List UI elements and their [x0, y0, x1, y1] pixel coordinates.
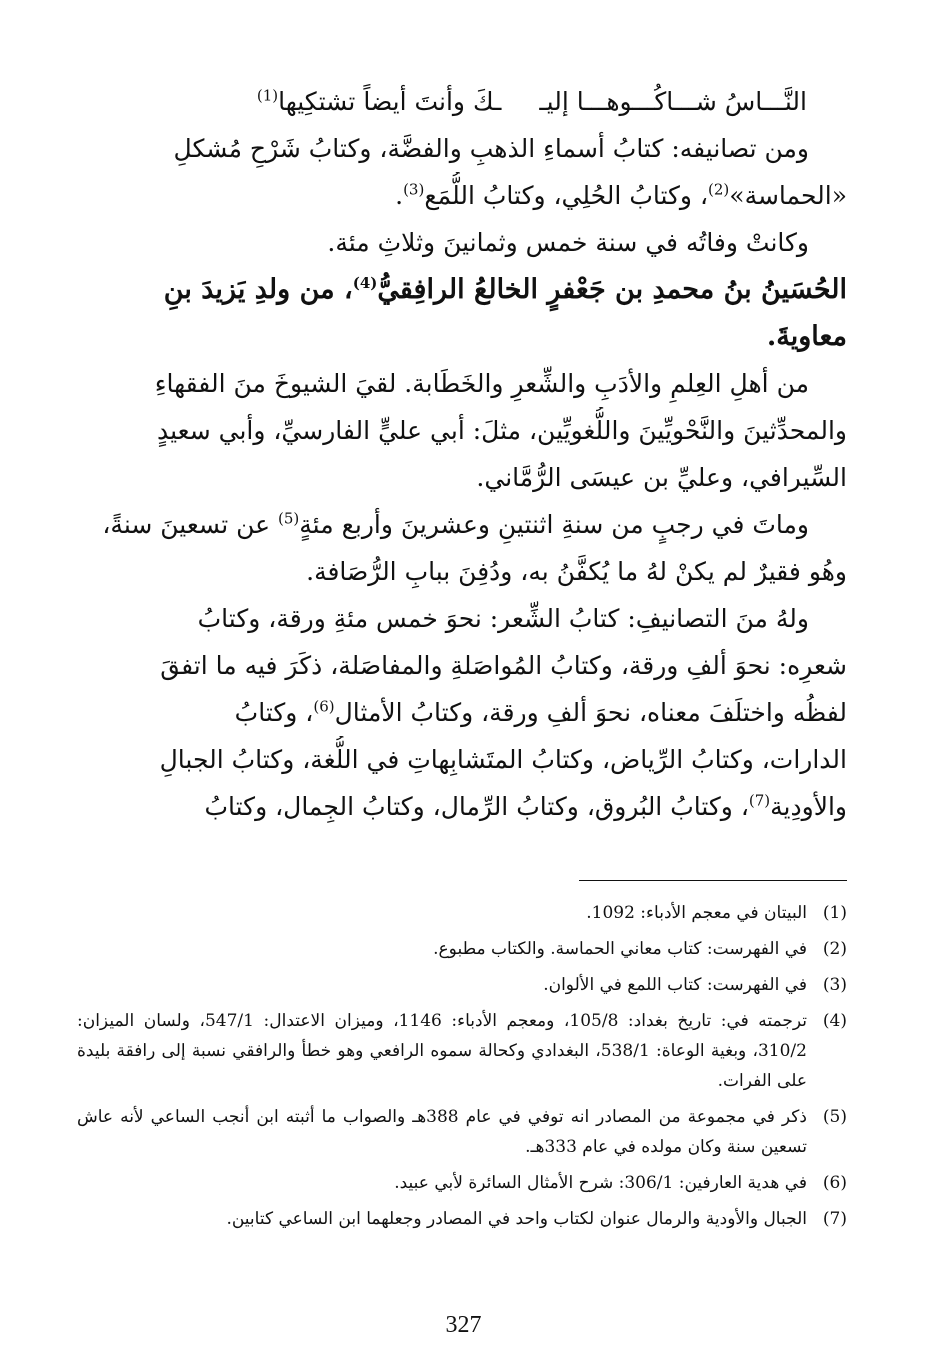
poem-verse — [77, 78, 847, 125]
verse-hemistich-right: النَّـــاسُ شـــاكُـــوهـــا إليـ — [539, 87, 807, 116]
footnote-number: (1) — [822, 903, 847, 923]
footnote-number: (7) — [822, 1209, 847, 1229]
footnote-ref: (2) — [708, 180, 730, 199]
paragraph-line: ولهُ منَ التصانيفِ: كتابُ الشِّعر: نحوَ خمس مئةِ ورقة، وكتابُ — [197, 604, 809, 633]
footnote-item — [77, 898, 847, 928]
footnote-item — [77, 1168, 847, 1198]
footnote-number: (6) — [822, 1173, 847, 1193]
paragraph-line: والأودِية$^{(7)}$، وكتابُ البُروق، وكتابُ الرِّمال، وكتابُ الجِمال، وكتابُ — [204, 791, 847, 821]
footnote-item — [77, 970, 847, 1000]
footnote-ref: (7) — [748, 791, 771, 810]
footnote-text: ترجمته في: تاريخ بغداد: 105/8، ومعجم الأدباء: 1146، وميزان الاعتدال: 547/1، ولسان الميزان: 310/2، وبغية الوعاة: 538/1، البغدادي وكحالة سموه الرافعي وهو خطأ والرافقي نسبة إلى رافقة بليدة على الفرات. — [77, 1011, 807, 1091]
footnote-text: ذكر في مجموعة من المصادر انه توفي في عام 388هـ والصواب ما أثبته ابن أنجب الساعي لأنه عاش تسعين سنة وكان مولده في عام 333هـ. — [77, 1107, 807, 1157]
footnote-ref: (5) — [278, 509, 300, 528]
paragraph-line: وماتَ في رجبٍ من سنةِ اثنتينِ وعشرينَ وأربع مئةٍ$^{(5)}$ عن تسعينَ سنةً، — [102, 509, 809, 539]
works-line: ومن تصانيفه: كتابُ أسماءِ الذهبِ والفضَّة، وكتابُ شَرْحِ مُشكلِ — [173, 134, 809, 163]
footnote-number: (5) — [822, 1107, 847, 1127]
footnotes — [77, 898, 847, 1240]
footnote-item — [77, 934, 847, 964]
footnote-ref: (6) — [313, 697, 335, 716]
paragraph-line: لفظُه واختلَفَ معناه، نحوَ ألفِ ورقة، وكتابُ الأمثال$^{(6)}$، وكتابُ — [234, 697, 847, 727]
works-line: «الحماسة»$^{(2)}$، وكتابُ الحُلِي، وكتابُ اللُّمَع$^{(3)}$. — [395, 180, 847, 210]
footnote-ref: (4) — [352, 274, 378, 292]
footnote-item — [77, 1102, 847, 1162]
paragraph-line: من أهلِ العِلمِ والأدَبِ والشِّعرِ والخَطَابة. لقيَ الشيوخَ منَ الفقهاءِ — [154, 369, 809, 398]
entry-heading-cont: معاويةَ. — [766, 321, 847, 352]
paragraph-line: السِّيرافي، وعليِّ بن عيسَى الرُّمَّاني. — [476, 463, 847, 492]
footnote-number: (2) — [822, 939, 847, 959]
footnote-text: في هدية العارفين: 306/1: شرح الأمثال السائرة لأبي عبيد. — [394, 1173, 807, 1193]
footnote-text: في الفهرست: كتاب اللمع في الألوان. — [543, 975, 807, 995]
death-line: وكانتْ وفاتُه في سنة خمس وثمانينَ وثلاثِ مئة. — [327, 228, 809, 257]
page-number: 327 — [445, 1312, 482, 1338]
footnote-number: (3) — [822, 975, 847, 995]
footnote-ref: (1) — [256, 86, 279, 105]
footnote-number: (4) — [822, 1011, 847, 1031]
footnote-divider — [579, 880, 847, 881]
footnote-text: البيتان في معجم الأدباء: 1092. — [586, 903, 807, 923]
footnote-text: الجبال والأودية والرمال عنوان لكتاب واحد في المصادر وجعلهما ابن الساعي كتابين. — [226, 1209, 807, 1229]
footnote-item — [77, 1006, 847, 1096]
verse-hemistich-left: ـكَ وأنتَ أيضاً تشتكِيها — [278, 87, 502, 116]
entry-heading: الحُسَينُ بنُ محمدِ بن جَعْفرٍ الخالعُ الرافِقيُّ$^{(4)}$، من ولدِ يَزيدَ بنِ — [163, 274, 847, 305]
paragraph-line: وهُو فقيرٌ لم يكنْ لهُ ما يُكفَّنُ به، ودُفِنَ ببابِ الرُّصَافة. — [306, 557, 847, 586]
footnote-ref: (3) — [403, 180, 425, 199]
paragraph-line: الدارات، وكتابُ الرِّياض، وكتابُ المتَشابِهاتِ في اللُّغة، وكتابُ الجبالِ — [159, 745, 847, 774]
main-text — [77, 78, 847, 830]
paragraph-line: والمحدِّثينَ والنَّحْويِّينَ واللُّغويِّين، مثلَ: أبي عليٍّ الفارسيِّ، وأبي سعيدٍ — [156, 416, 847, 445]
footnote-item — [77, 1204, 847, 1234]
paragraph-line: شعرِه: نحوَ ألفِ ورقة، وكتابُ المُواصَلةِ والمفاصَلة، ذكَرَ فيه ما اتفقَ — [160, 651, 847, 680]
footnote-text: في الفهرست: كتاب معاني الحماسة. والكتاب مطبوع. — [433, 939, 807, 959]
